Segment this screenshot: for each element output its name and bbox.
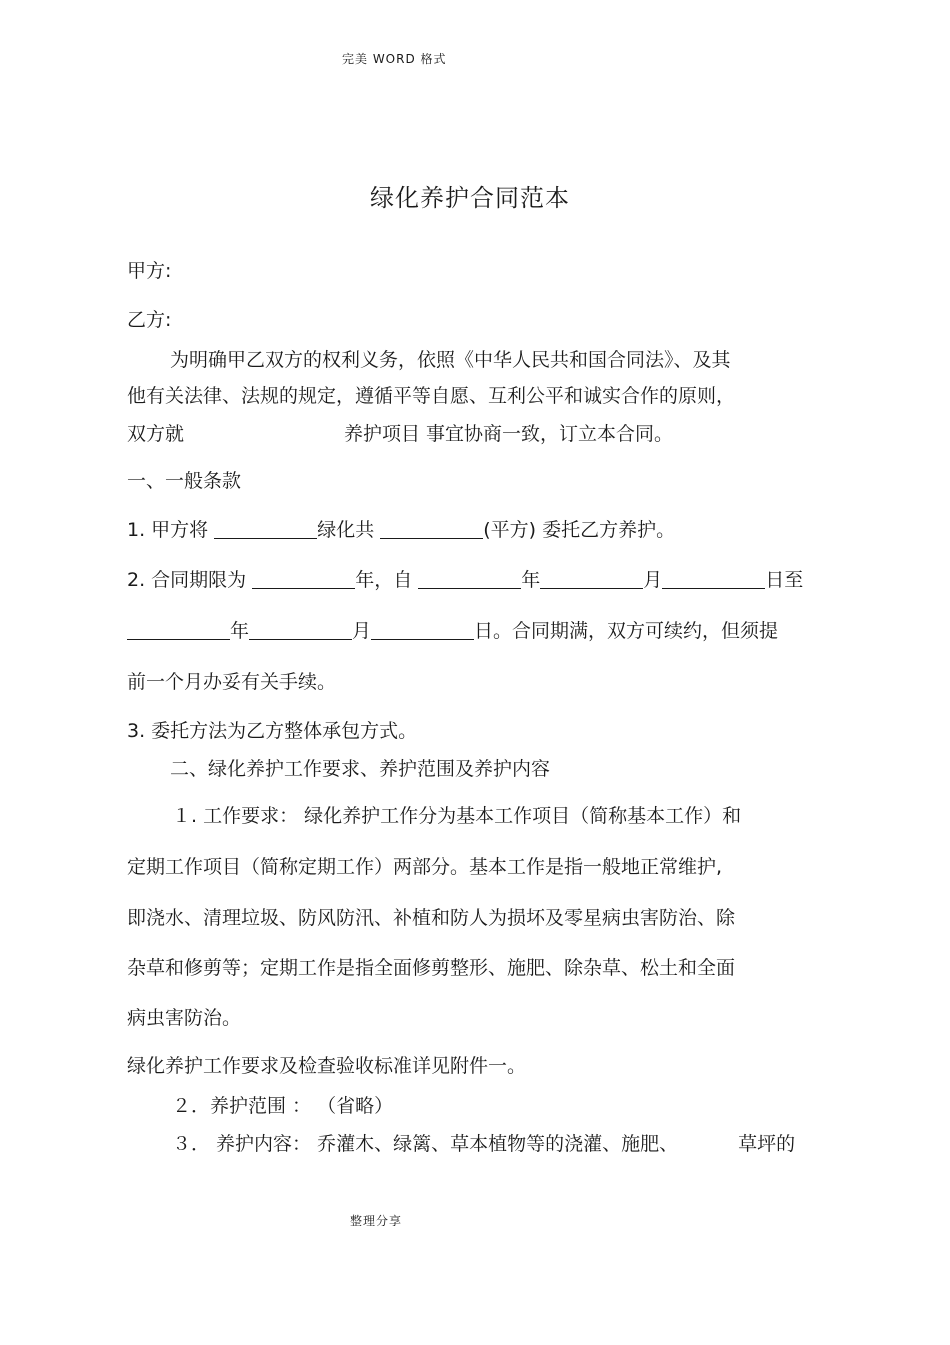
- clause-2-b: 年，自: [355, 569, 419, 591]
- annex-note: 绿化养护工作要求及检查验收标准详见附件一。: [127, 1055, 527, 1077]
- clause-2-line-1: [127, 567, 803, 593]
- blank-field: [662, 568, 765, 589]
- clause-2-d: 月: [643, 569, 663, 591]
- blank-field: [127, 619, 230, 640]
- blank-field: [214, 518, 317, 539]
- blank-field: [252, 568, 355, 589]
- clause-3: 3. 委托方法为乙方整体承包方式。: [127, 720, 418, 742]
- blank-field: [371, 619, 474, 640]
- blank-field: [249, 619, 352, 640]
- blank-field: [540, 568, 643, 589]
- clause-2-g: 月: [352, 620, 372, 642]
- clause-2-a: 2. 合同期限为: [127, 569, 253, 591]
- clause-1-b: 绿化共: [317, 519, 381, 541]
- maintenance-content: [172, 1131, 795, 1157]
- page-header: 完美 WORD 格式: [342, 52, 447, 66]
- document-title: 绿化养护合同范本: [370, 184, 570, 212]
- intro-line-2: 他有关法律、法规的规定，遵循平等自愿、互利公平和诚实合作的原则，: [127, 385, 736, 407]
- requirements-line-3: 即浇水、清理垃圾、防风防汛、补植和防人为损坏及零星病虫害防治、除: [127, 907, 736, 929]
- party-a-label: 甲方:: [127, 260, 172, 282]
- requirements-line-4: 杂草和修剪等；定期工作是指全面修剪整形、施肥、除杂草、松土和全面: [127, 957, 736, 979]
- clause-1-a: 1. 甲方将: [127, 519, 215, 541]
- blank-field: [380, 518, 483, 539]
- page-footer: 整理分享: [350, 1214, 403, 1228]
- maintenance-content-b: 草坪的: [738, 1133, 796, 1155]
- intro-line-1: 为明确甲乙双方的权利义务，依照《中华人民共和国合同法》、及其: [170, 349, 731, 371]
- clause-2-line-2: [127, 618, 778, 644]
- section-2-heading: 二、绿化养护工作要求、养护范围及养护内容: [170, 758, 551, 780]
- blank-field: [418, 568, 521, 589]
- clause-1-c: (平方) 委托乙方养护。: [483, 519, 676, 541]
- clause-2-e: 日至: [765, 569, 804, 591]
- intro-line-3-start: 双方就: [127, 423, 185, 445]
- party-b-label: 乙方:: [127, 309, 172, 331]
- maintenance-scope: ２．养护范围 ： （省略）: [172, 1095, 394, 1117]
- requirements-line-1: １. 工作要求： 绿化养护工作分为基本工作项目（简称基本工作）和: [172, 805, 742, 827]
- clause-1: [127, 517, 675, 543]
- section-1-heading: 一、一般条款: [127, 470, 242, 492]
- intro-line-3-end: 养护项目 事宜协商一致，订立本合同。: [344, 423, 674, 445]
- clause-2-h: 日。合同期满，双方可续约，但须提: [474, 620, 779, 642]
- intro-line-3: [127, 421, 673, 447]
- clause-2-f: 年: [230, 620, 250, 642]
- clause-2-c: 年: [521, 569, 541, 591]
- requirements-line-5: 病虫害防治。: [127, 1007, 242, 1029]
- requirements-line-2: 定期工作项目（简称定期工作）两部分。基本工作是指一般地正常维护,: [127, 856, 723, 878]
- clause-2-line-3: 前一个月办妥有关手续。: [127, 671, 337, 693]
- maintenance-content-a: ３． 养护内容： 乔灌木、绿篱、草本植物等的浇灌、施肥、: [172, 1133, 679, 1155]
